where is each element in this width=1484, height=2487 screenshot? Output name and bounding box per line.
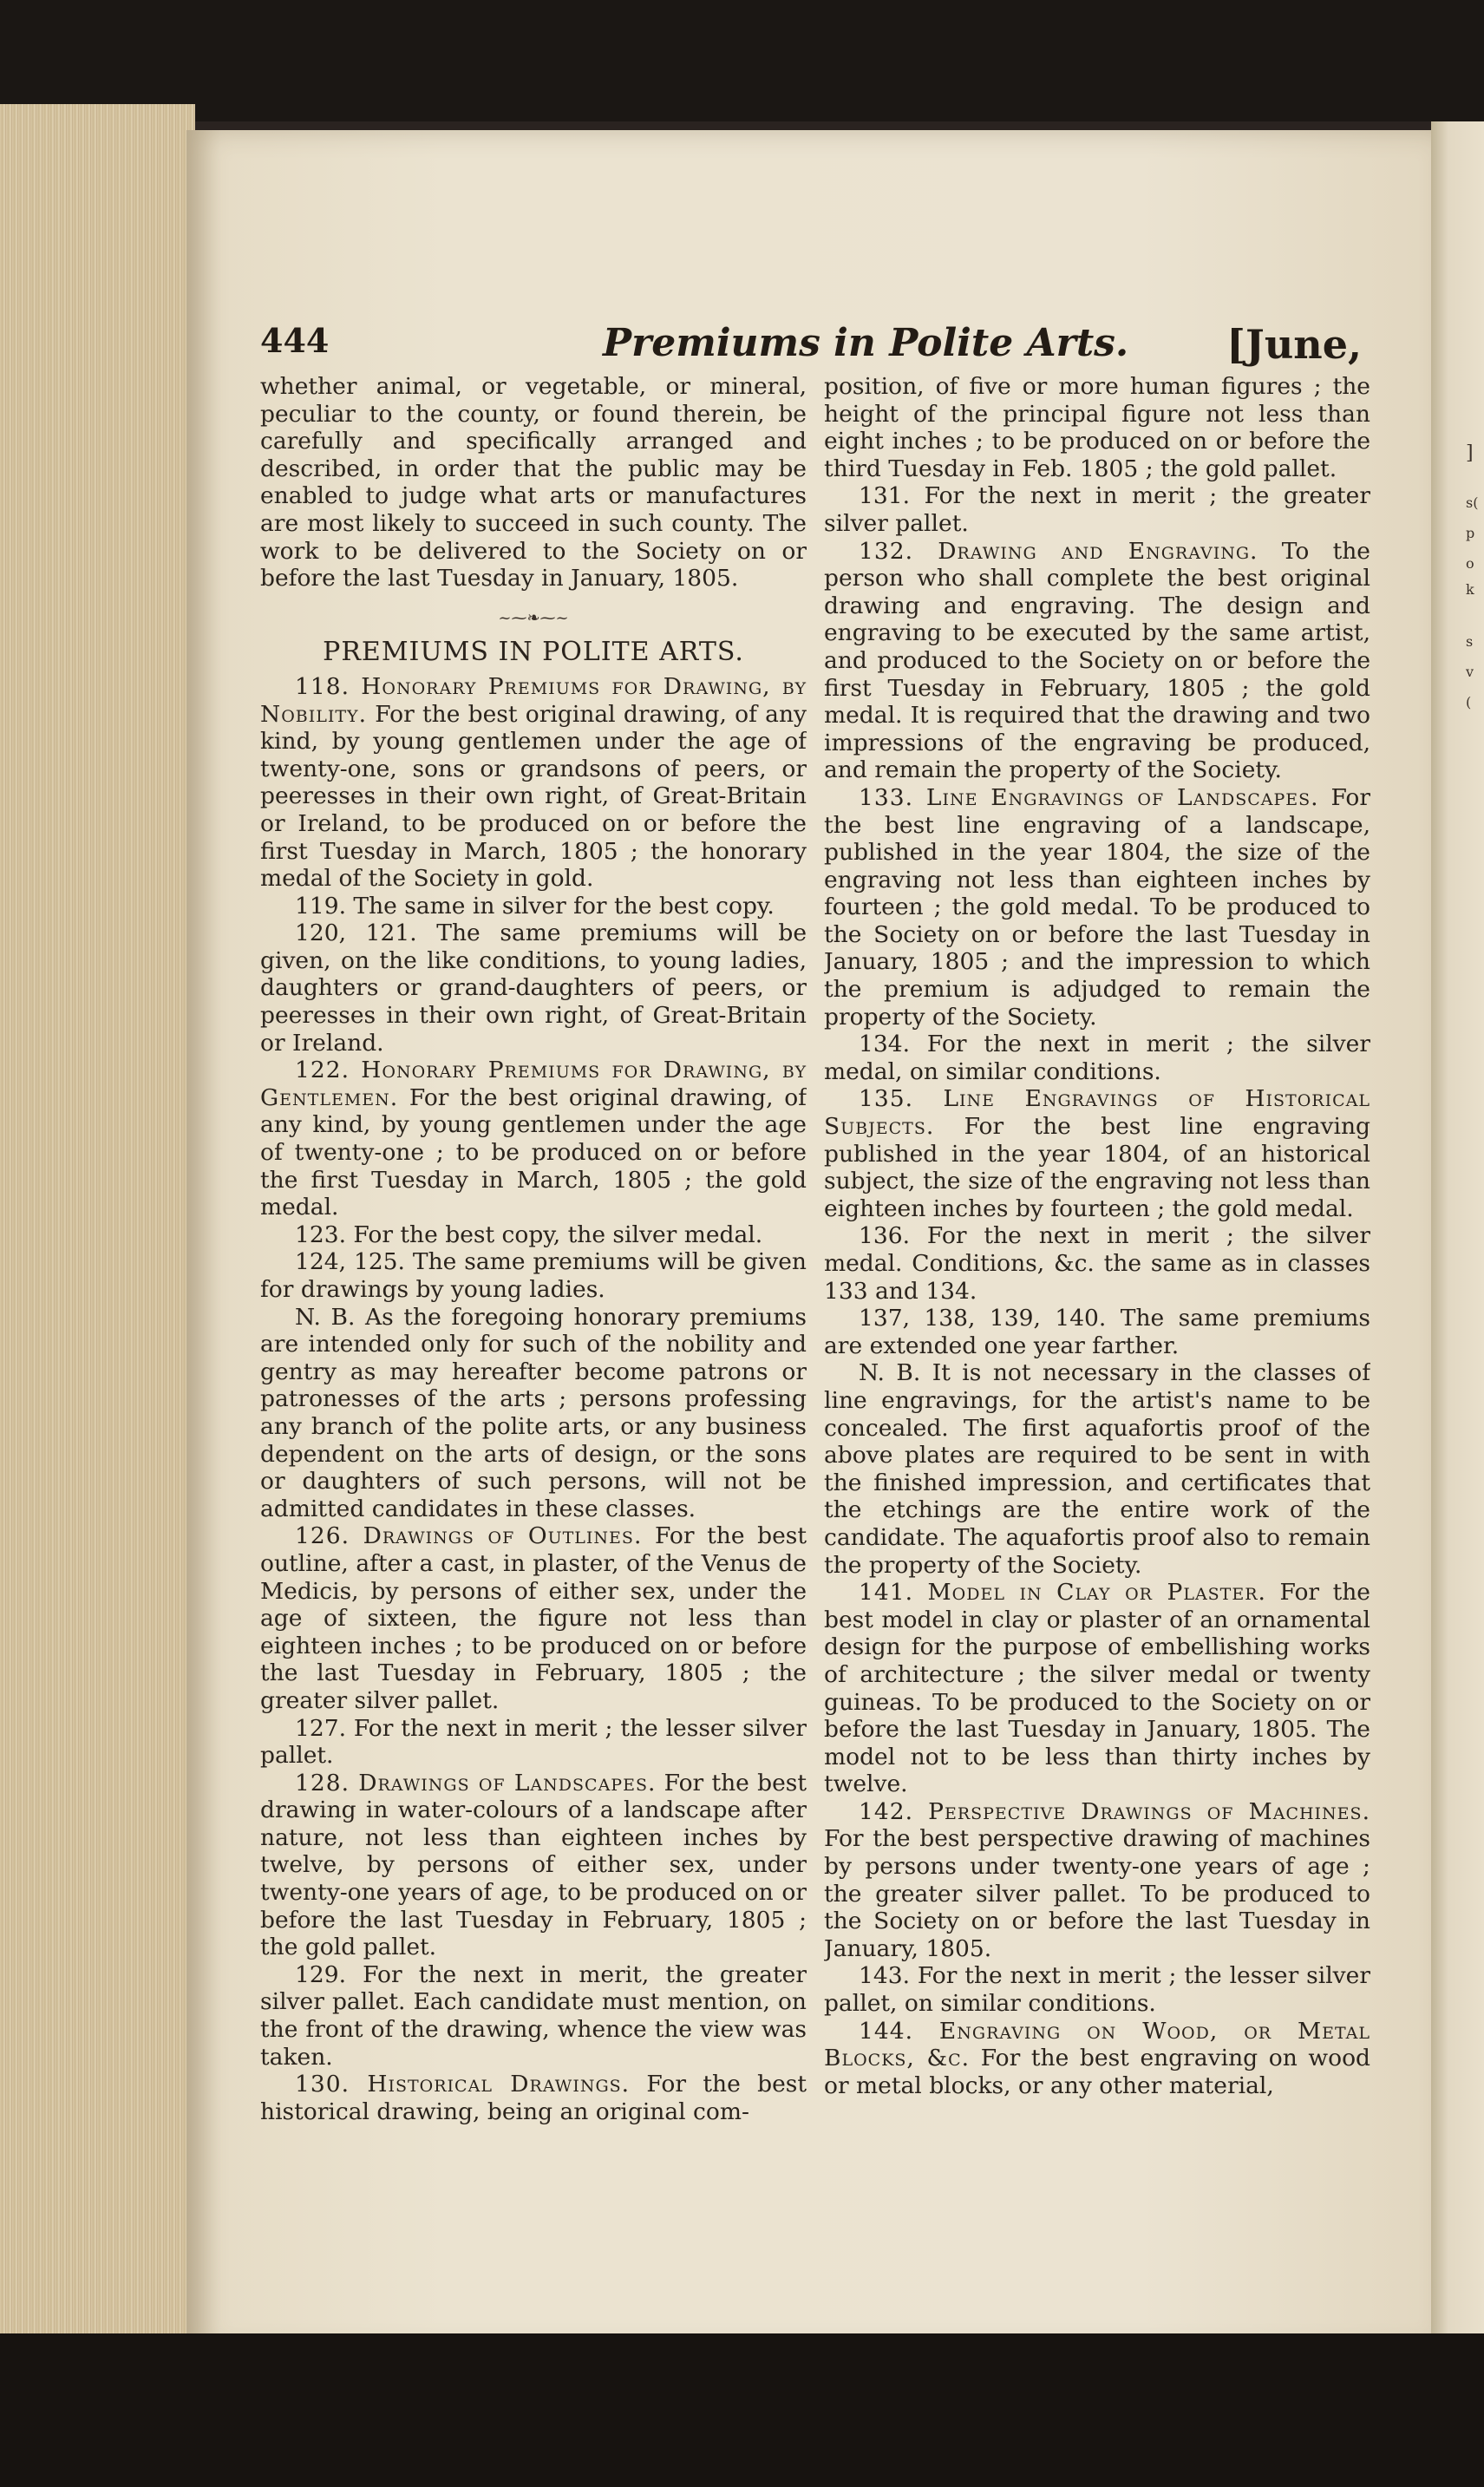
paragraph-123: 123. For the best copy, the silver medal. (295, 1221, 763, 1248)
paragraph-126 (260, 1522, 807, 1714)
paragraph-128 (260, 1770, 807, 1961)
paragraph-129: 129. For the next in merit, the greater silver pallet. Each candidate must mention, on the front of the drawing, whence the view was taken. (260, 1960, 807, 2071)
class-body: For the best line engraving of a landscape, published in the year 1804, the size of the engraving not less than eighteen inches by fourteen ; the gold medal. To be produced to the Society on or before the last Tuesday in January, 1805 ; and the impression to which the premium is adjudged to remain the property of the Society. (824, 783, 1370, 1031)
paragraph-118 (260, 673, 807, 893)
dark-background-top (0, 0, 1484, 121)
paragraph-131: 131. For the next in merit ; the greater silver pallet. (824, 482, 1370, 537)
class-body: For the best drawing in water-colours of a landscape after nature, not less than eighteen inches by twelve, by persons of either sex, under twenty-one years of age, to be produced on or before the last Tuesday in February, 1805 ; the gold pallet. (260, 1769, 807, 1961)
page-number: 444 (260, 321, 330, 360)
next-page-edge (1431, 121, 1484, 2359)
ornament-divider: ~⁓❧⁓~ (498, 608, 569, 627)
paragraph-119: 119. The same in silver for the best copy. (295, 892, 775, 920)
class-body: For the best engraving on wood or metal blocks, or any other material, (824, 2045, 1370, 2099)
class-heading: 128. Drawings of Landscapes. (295, 1769, 657, 1797)
class-heading: 142. Perspective Drawings of Machines. (859, 1797, 1370, 1825)
paragraph-nb: N. B. As the foregoing honorary premiums are intended only for such of the nobility and gentry as may hereafter become patrons or patronesses of the arts ; persons professing any branch of the polite arts, or any business dependent on the arts of design, or the sons or daughters of such persons, will not be admitted candidates in these classes. (260, 1303, 807, 1522)
next-page-fragment: o (1466, 555, 1474, 572)
class-heading: 130. Historical Drawings. (295, 2071, 631, 2098)
next-page-fragment: v (1466, 664, 1474, 680)
paragraph-135 (824, 1085, 1370, 1222)
paragraph-132 (824, 538, 1370, 784)
paragraph-133 (824, 784, 1370, 1031)
paragraph-134: 134. For the next in merit ; the silver medal, on similar conditions. (824, 1031, 1370, 1085)
section-title: PREMIUMS IN POLITE ARTS. (323, 637, 744, 668)
next-page-fragment: k (1466, 581, 1474, 598)
class-body: For the best perspective drawing of machines by persons under twenty-one years of age ; the greater silver pallet. To be produced to the Society on or before the last Tuesday in January, 1805. (824, 1825, 1370, 1962)
class-heading: 144. Engraving on Wood, or Metal Blocks, &c. (824, 2017, 1370, 2072)
running-header (260, 321, 1362, 373)
paragraph-120: 120, 121. The same premiums will be given, on the like conditions, to young ladies, daughters or grand-daughters of peers, or peeresses in their own right, of Great-Britain or Ireland. (260, 920, 807, 1057)
class-heading: 133. Line Engravings of Landscapes. (859, 783, 1319, 811)
right-column (824, 373, 1370, 2316)
class-heading: 132. Drawing and Engraving. (859, 537, 1258, 565)
next-page-fragment: s( (1466, 494, 1479, 511)
dark-background-bottom (0, 2333, 1484, 2487)
left-column (260, 373, 807, 2316)
paragraph-122 (260, 1057, 807, 1221)
paragraph-124: 124, 125. The same premiums will be given for drawings by young ladies. (260, 1248, 807, 1303)
next-page-fragment: s (1466, 633, 1474, 650)
class-heading: 135. Line Engravings of Historical Subjects. (824, 1085, 1370, 1141)
next-page-fragment: ( (1466, 694, 1472, 710)
class-heading: 126. Drawings of Outlines. (295, 1522, 643, 1550)
class-body: For the best outline, after a cast, in plaster, of the Venus de Medicis, by persons of either sex, under the age of sixteen, the figure not less than eighteen inches ; to be produced on or before the last Tuesday in February, 1805 ; the greater silver pallet. (260, 1522, 807, 1714)
class-body: For the best original drawing, of any kind, by young gentlemen under the age of twenty-one, sons or grandsons of peers, or peeresses in their own right, of Great-Britain or Ireland, to be produced on or before the first Tuesday in March, 1805 ; the honorary medal of the Society in gold. (260, 700, 807, 893)
paragraph-137: 137, 138, 139, 140. The same premiums are extended one year farther. (824, 1305, 1370, 1359)
class-body: For the best line engraving published in the year 1804, of an historical subject, the size of the engraving not less than eighteen inches by fourteen ; the gold medal. (824, 1113, 1370, 1222)
paragraph-141 (824, 1579, 1370, 1798)
paragraph-136: 136. For the next in merit ; the silver medal. Conditions, &c. the same as in classes 133 and 134. (824, 1222, 1370, 1305)
paragraph-127: 127. For the next in merit ; the lesser silver pallet. (260, 1714, 807, 1770)
class-body: For the best historical drawing, being an original com- (260, 2071, 807, 2125)
book-page-edges (0, 104, 195, 2377)
class-body: To the person who shall complete the best original drawing and engraving. The design and engraving to be executed by the same artist, and produced to the Society on or before the first Tuesday in February, 1805 ; the gold medal. It is required that the drawing and two impressions of the engraving be produced, and remain the property of the Society. (824, 537, 1370, 784)
class-heading: 122. Honorary Premiums for Drawing, by Gentlemen. (260, 1057, 807, 1111)
running-month: [June, (1226, 321, 1362, 368)
paragraph-130 (260, 2071, 807, 2125)
next-page-fragment: ] (1466, 442, 1474, 464)
running-title: Premiums in Polite Arts. (603, 321, 1129, 365)
paragraph-nb: N. B. It is not necessary in the classes of line engravings, for the artist's name to be concealed. The first aquafortis proof of the above plates are required to be sent in with the finished impression, and certificates that the etchings are the entire work of the candidate. The aquafortis proof also to remain the property of the Society. (824, 1359, 1370, 1579)
class-heading: 141. Model in Clay or Plaster. (859, 1579, 1266, 1607)
paragraph-142 (824, 1798, 1370, 1963)
paragraph-intro: whether animal, or vegetable, or mineral, peculiar to the county, or found therein, be carefully and specifically arranged and described, in order that the public may be enabled to judge what arts or manufactures are most likely to succeed in such county. The work to be delivered to the Society on or before the last Tuesday in January, 1805. (260, 373, 807, 592)
class-body: For the best model in clay or plaster of an ornamental design for the purpose of embellishing works of architecture ; the silver medal or twenty guineas. To be produced to the Society on or before the last Tuesday in January, 1805. The model not to be less than thirty inches by twelve. (824, 1579, 1370, 1798)
class-body: For the best original drawing, of any kind, by young gentlemen under the age of twenty-one ; to be produced on or before the first Tuesday in March, 1805 ; the gold medal. (260, 1083, 807, 1221)
paragraph-continuation: position, of five or more human figures ; the height of the principal figure not less than eight inches ; to be produced on or before the third Tuesday in Feb. 1805 ; the gold pallet. (824, 373, 1370, 482)
class-heading: 118. Honorary Premiums for Drawing, by Nobility. (260, 672, 807, 728)
next-page-fragment: p (1466, 525, 1475, 541)
paragraph-144 (824, 2018, 1370, 2100)
paragraph-143: 143. For the next in merit ; the lesser silver pallet, on similar conditions. (824, 1962, 1370, 2018)
